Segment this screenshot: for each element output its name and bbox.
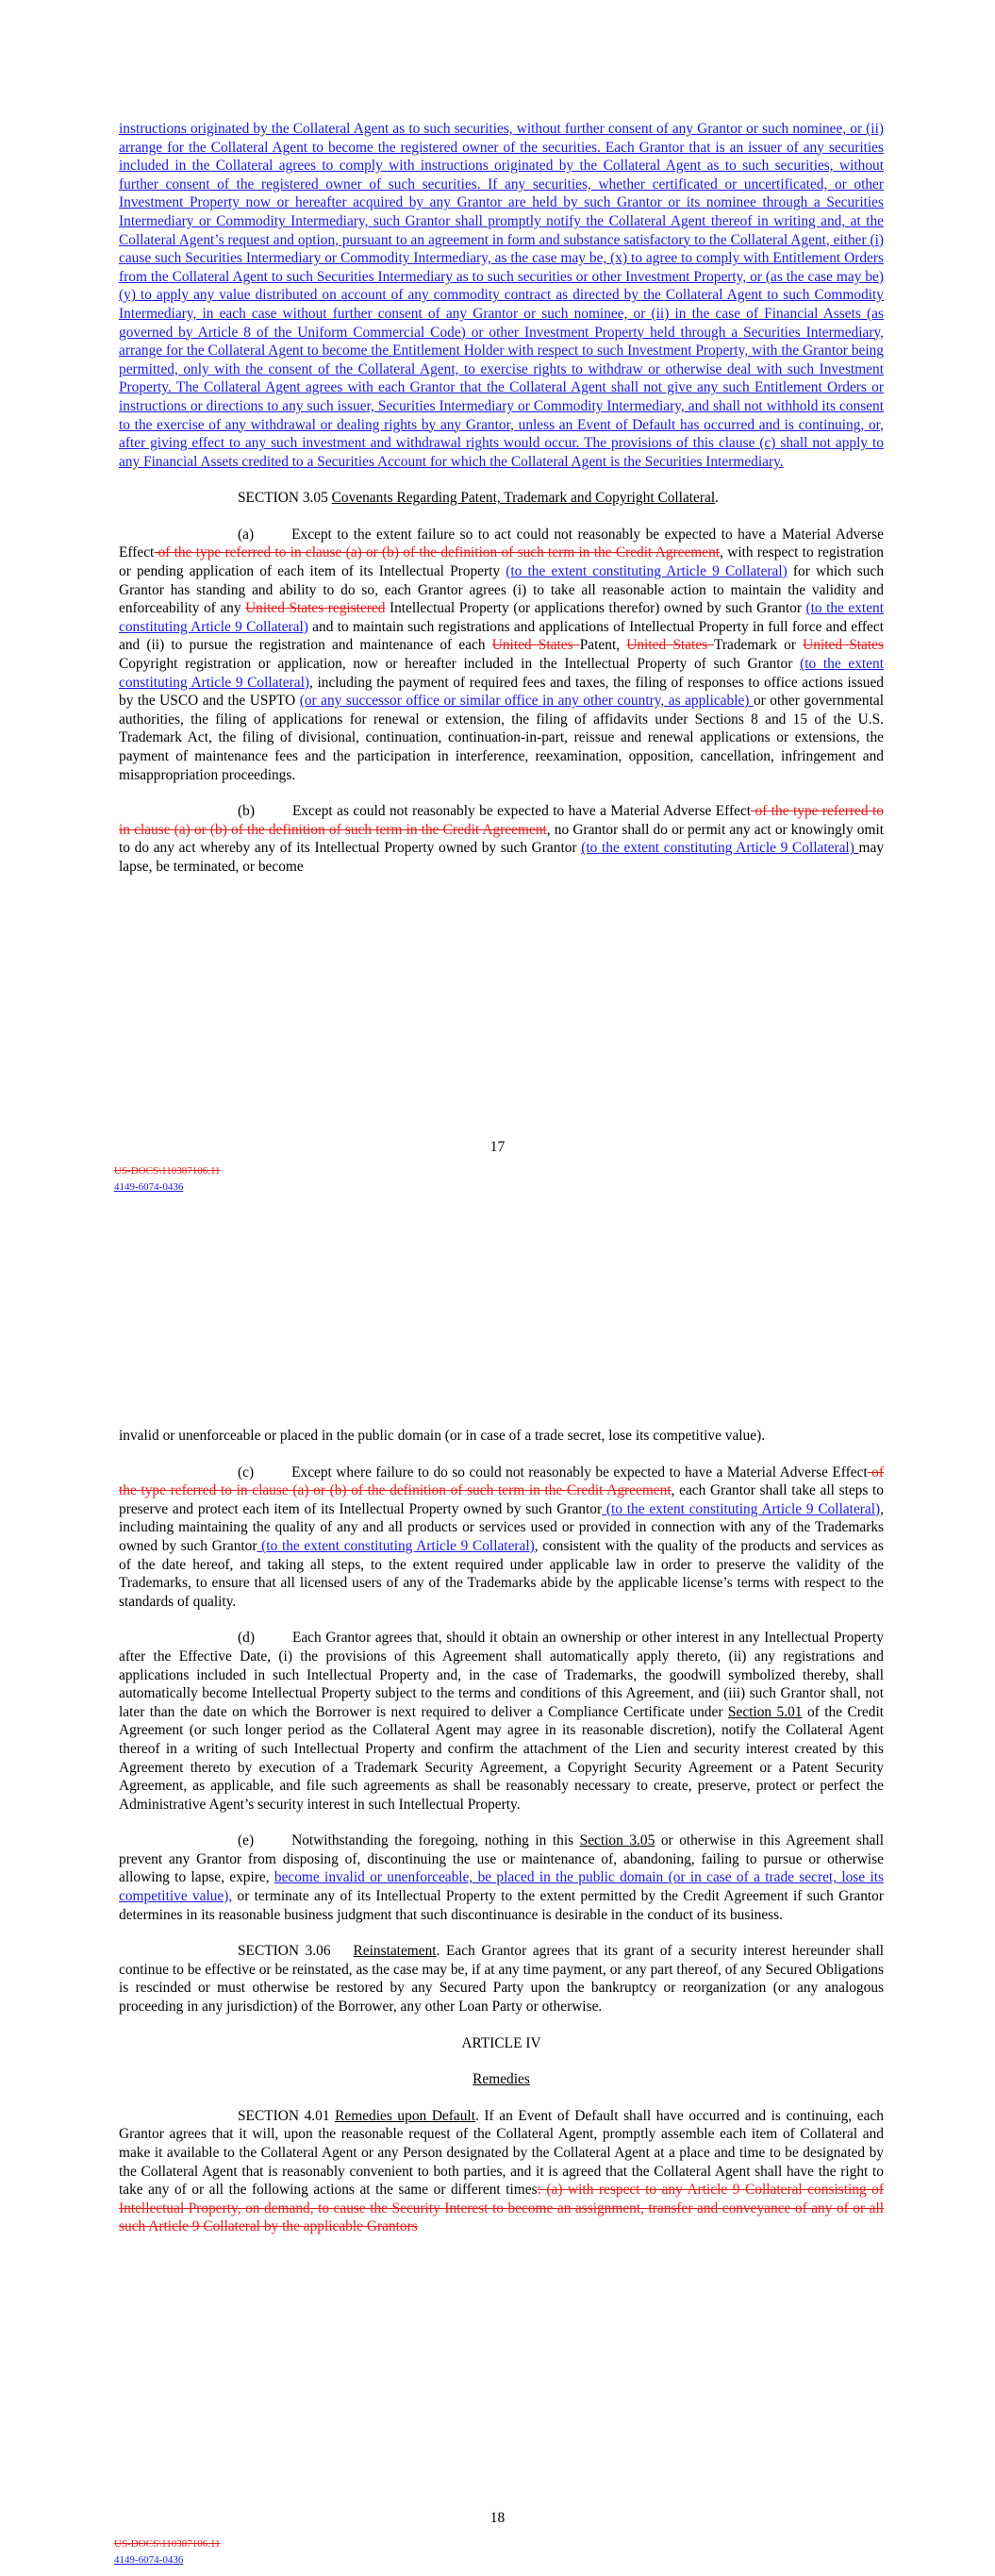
section-305-e xyxy=(119,1832,884,1924)
section-305-title: Covenants Regarding Patent, Trademark and Copyright Collateral xyxy=(331,490,716,507)
footer-old-docid: US-DOCS\110387106.11 xyxy=(114,2538,221,2550)
deleted-run: United States xyxy=(803,637,884,654)
page-number: 17 xyxy=(489,1139,506,1155)
deleted-run: of the type referred to in clause (a) or (b) of the definition of such term in the Credit Agreement xyxy=(119,803,884,838)
text-run: Each Grantor agrees that, should it obtain an ownership or other interest in any Intellectual Property after the Effective Date, (i) the provisions of this Agreement shall automatically apply thereto, (ii) any registrations and applications included in such Intellectual Property and, in the case of Trademarks, the goodwill symbolized thereby, shall automatically become Intellectual Property subject to the terms and conditions of this Agreement, and (iii) such Grantor shall, not later than the date on which the Borrower is next required to deliver a Compliance Certificate under xyxy=(119,1630,884,1720)
deleted-run: of the type referred to in clause (a) or (b) of the definition of such term in the Credit Agreement xyxy=(154,544,721,561)
section-305-label: SECTION 3.05 xyxy=(238,490,328,507)
text-run: of the Credit Agreement (or such longer period as the Collateral Agent may agree in its reasonable discretion), notify the Collateral Agent thereof in a writing of such Intellectual Property and confirm the attachment of the Lien and security interest created by this Agreement thereto by execution of a Trademark Security Agreement, a Copyright Security Agreement or a Patent Security Agreement, as applicable, and file such agreements as shall be reasonably necessary to create, preserve, protect or perfect the Administrative Agent’s security interest in such Intellectual Property. xyxy=(119,1703,884,1813)
para-a-label: (a) xyxy=(238,526,255,543)
text-run: Except where failure to do so could not reasonably be expected to have a Material Adverse Effect xyxy=(291,1464,868,1480)
page-number: 18 xyxy=(489,2510,506,2526)
text-run: may lapse, be terminated, or become xyxy=(119,840,885,875)
footer-new-docid: 4149-6074-0436 xyxy=(114,2554,184,2566)
page-footer xyxy=(114,1163,221,1196)
text-run: , no Grantor shall do or permit any act or knowingly omit to do any act whereby any of its Intellectual Property owned by such Grantor xyxy=(119,821,885,857)
section-305-b xyxy=(119,802,884,876)
inserted-run: (to the extent constituting Article 9 Collateral) xyxy=(506,563,788,580)
document-page-18 xyxy=(0,1255,995,2576)
para-b-label: (b) xyxy=(238,803,255,820)
section-306 xyxy=(119,1942,884,2016)
text-run: and to maintain such registrations and applications of Intellectual Property in full force and effect and (ii) to pursue the registration and maintenance of each xyxy=(119,618,884,654)
inserted-run: (to the extent constituting Article 9 Collateral) xyxy=(119,656,884,691)
text-run: , consistent with the quality of the products and services as of the date hereof, and taking all steps, to the extent required under applicable law in order to preserve the validity of the Trademarks, to ensure that all licensed users of any of the Trademarks abide by the applicable license’s terms with respect to the standards of quality. xyxy=(119,1537,885,1610)
inserted-run: become invalid or unenforceable, be placed in the public domain (or in case of a trade secret, lose its competitive value), xyxy=(119,1869,884,1905)
deleted-run: United States registered xyxy=(245,600,386,617)
page-footer xyxy=(114,2536,221,2568)
document-page-17 xyxy=(0,0,995,1255)
inserted-run: (or any successor office or similar office in any other country, as applicable) xyxy=(299,693,754,710)
text-run: , including the payment of required fees and taxes, the filing of responses to office actions issued by the USCO and the USPTO xyxy=(119,674,884,710)
text-run: Notwithstanding the foregoing, nothing in this xyxy=(291,1832,580,1849)
text-run: Except to the extent failure so to act could not reasonably be expected to have a Material Adverse Effect xyxy=(119,526,884,561)
text-run: for which such Grantor has standing and ability to do so, each Grantor agrees (i) to take all reasonable action to maintain the validity and enforceability of any xyxy=(119,563,885,617)
text-run: . If an Event of Default shall have occurred and is continuing, each Grantor agrees that it will, upon the reasonable request of the Collateral Agent, promptly assemble each item of Collateral and make it available to the Collateral Agent or any Person designated by the Collateral Agent at a place and time to be designated by the Collateral Agent that is reasonably convenient to both parties, and it is agreed that the Collateral Agent shall have the right to take any of or all the following actions at the same or different times xyxy=(119,2107,884,2199)
text-run: Except as could not reasonably be expected to have a Material Adverse Effect xyxy=(291,803,752,820)
text-run: Patent, xyxy=(579,637,627,654)
footer-new-docid: 4149-6074-0436 xyxy=(114,1181,184,1193)
text-run: . Each Grantor agrees that its grant of a security interest hereunder shall continue to be effective or be reinstated, as the case may be, if at any time payment, or any part thereof, of any Secured Obligations is rescinded or must otherwise be restored by any Secured Party upon the bankruptcy or reorganization (or any analogous proceeding in any jurisdiction) of the Borrower, any other Loan Party or otherwise. xyxy=(119,1943,884,2016)
para-e-label: (e) xyxy=(238,1832,255,1849)
inserted-run: (to the extent constituting Article 9 Collateral) xyxy=(581,840,859,857)
section-reference: Section 5.01 xyxy=(727,1703,803,1720)
deleted-run: United States xyxy=(626,637,714,654)
deleted-run: : (a) with respect to any Article 9 Collateral consisting of Intellectual Property, on demand, to cause the Security Interest to become an assignment, transfer and conveyance of any of or all such Article 9 Collateral by the applicable Grantors xyxy=(119,2182,885,2235)
section-306-label: SECTION 3.06 xyxy=(238,1943,331,1960)
section-305-c xyxy=(119,1464,884,1612)
section-reference: Section 3.05 xyxy=(579,1832,655,1849)
page-17-body xyxy=(119,120,884,895)
section-305-d xyxy=(119,1629,884,1814)
inserted-run: (to the extent constituting Article 9 Collateral) xyxy=(119,600,885,635)
section-401-title: Remedies upon Default xyxy=(335,2107,475,2124)
article-heading: ARTICLE IV xyxy=(461,2034,541,2051)
section-305-a xyxy=(119,526,884,784)
text-run: or otherwise in this Agreement shall prevent any Grantor from disposing of, discontinuing the use or maintenance of, abandoning, failing to pursue or otherwise allowing to lapse, expire, xyxy=(119,1832,884,1886)
text-run: or terminate any of its Intellectual Property to the extent permitted by the Credit Agreement if such Grantor determines in its reasonable business judgment that such discontinuance is desirable in the conduct of its business. xyxy=(119,1888,884,1923)
section-305-b-continuation: invalid or unenforceable or placed in the public domain (or in case of a trade secret, lose its competitive value). xyxy=(119,1428,766,1444)
footer-old-docid: US-DOCS\110387106.11 xyxy=(114,1165,221,1177)
text-run: or other governmental authorities, the filing of applications for renewal or extension, the filing of affidavits under Sections 8 and 15 of the U.S. Trademark Act, the filing of divisional, continuation, continuation-in-part, reissue and renewal applications or extensions, the payment of maintenance fees and the participation in interference, reexamination, opposition, cancellation, infringement and misappropriation proceedings. xyxy=(119,693,884,783)
deleted-run: United States xyxy=(491,637,580,654)
deleted-run: of the type referred to in clause (a) or (b) of the definition of such term in the Credit Agreement xyxy=(119,1464,884,1499)
para-c-label: (c) xyxy=(238,1464,255,1480)
article-title-text: Remedies xyxy=(473,2071,530,2088)
section-304-c-continuation: instructions originated by the Collateral Agent as to such securities, without further consent of any Grantor or such nominee, or (ii) arrange for the Collateral Agent to become the registered owner of the securities. Each Grantor that is an issuer of any securities included in the Collateral agrees to comply with instructions originated by the Collateral Agent as to such securities, without further consent of the registered owner of such securities. If any securities, whether certificated or uncertificated, or other Investment Property now or hereafter acquired by any Grantor are held by such Grantor or its nominee through a Securities Intermediary or Commodity Intermediary, such Grantor shall promptly notify the Collateral Agent thereof in writing and, at the Collateral Agent’s request and option, pursuant to an agreement in form and substance satisfactory to the Collateral Agent, either (i) cause such Securities Intermediary or Commodity Intermediary, as the case may be, (x) to agree to comply with Entitlement Orders from the Collateral Agent to such Securities Intermediary as to such securities or other Investment Property, or (as the case may be) (y) to apply any value distributed on account of any commodity contract as directed by the Collateral Agent to such Commodity Intermediary, in each case without further consent of any Grantor or such nominee, or (ii) in the case of Financial Assets (as governed by Article 8 of the Uniform Commercial Code) or other Investment Property held through a Securities Intermediary, arrange for the Collateral Agent to become the Entitlement Holder with respect to such Investment Property, with the Grantor being permitted, only with the consent of the Collateral Agent, to exercise rights to withdraw or otherwise deal with such Investment Property. The Collateral Agent agrees with each Grantor that the Collateral Agent shall not give any such Entitlement Orders or instructions or directions to any such issuer, Securities Intermediary or Commodity Intermediary, and shall not withhold its consent to the exercise of any withdrawal or dealing rights by any Grantor, unless an Event of Default has occurred and is continuing, or, after giving effect to any such investment and withdrawal rights would occur. The provisions of this clause (c) shall not apply to any Financial Assets credited to a Securities Account for which the Collateral Agent is the Securities Intermediary. xyxy=(119,121,884,470)
text-run: Trademark or xyxy=(714,637,804,654)
inserted-run: (to the extent constituting Article 9 Collateral) xyxy=(602,1500,881,1517)
text-run: Intellectual Property (or applications therefor) owned by such Grantor xyxy=(385,600,806,617)
section-305-heading: SECTION 3.05 Covenants Regarding Patent, Trademark and Copyright Collateral. xyxy=(238,490,719,507)
section-306-title: Reinstatement xyxy=(353,1943,437,1960)
page-18-body xyxy=(119,1427,884,2254)
article-title xyxy=(119,2070,884,2089)
text-run: , with respect to registration or pending application of each item of its Intellectual Property xyxy=(119,544,884,580)
section-401 xyxy=(119,2107,884,2236)
text-run: , including maintaining the quality of any and all products or services used or provided in connection with any of the Trademarks owned by such Grantor xyxy=(119,1500,884,1554)
inserted-run: (to the extent constituting Article 9 Collateral) xyxy=(257,1537,535,1554)
text-run: Copyright registration or application, now or hereafter included in the Intellectual Property of such Grantor xyxy=(119,656,801,673)
section-401-label: SECTION 4.01 xyxy=(238,2107,330,2124)
para-d-label: (d) xyxy=(238,1630,255,1647)
text-run: , each Grantor shall take all steps to preserve and protect each item of its Intellectual Property owned by such Grantor xyxy=(119,1482,884,1517)
